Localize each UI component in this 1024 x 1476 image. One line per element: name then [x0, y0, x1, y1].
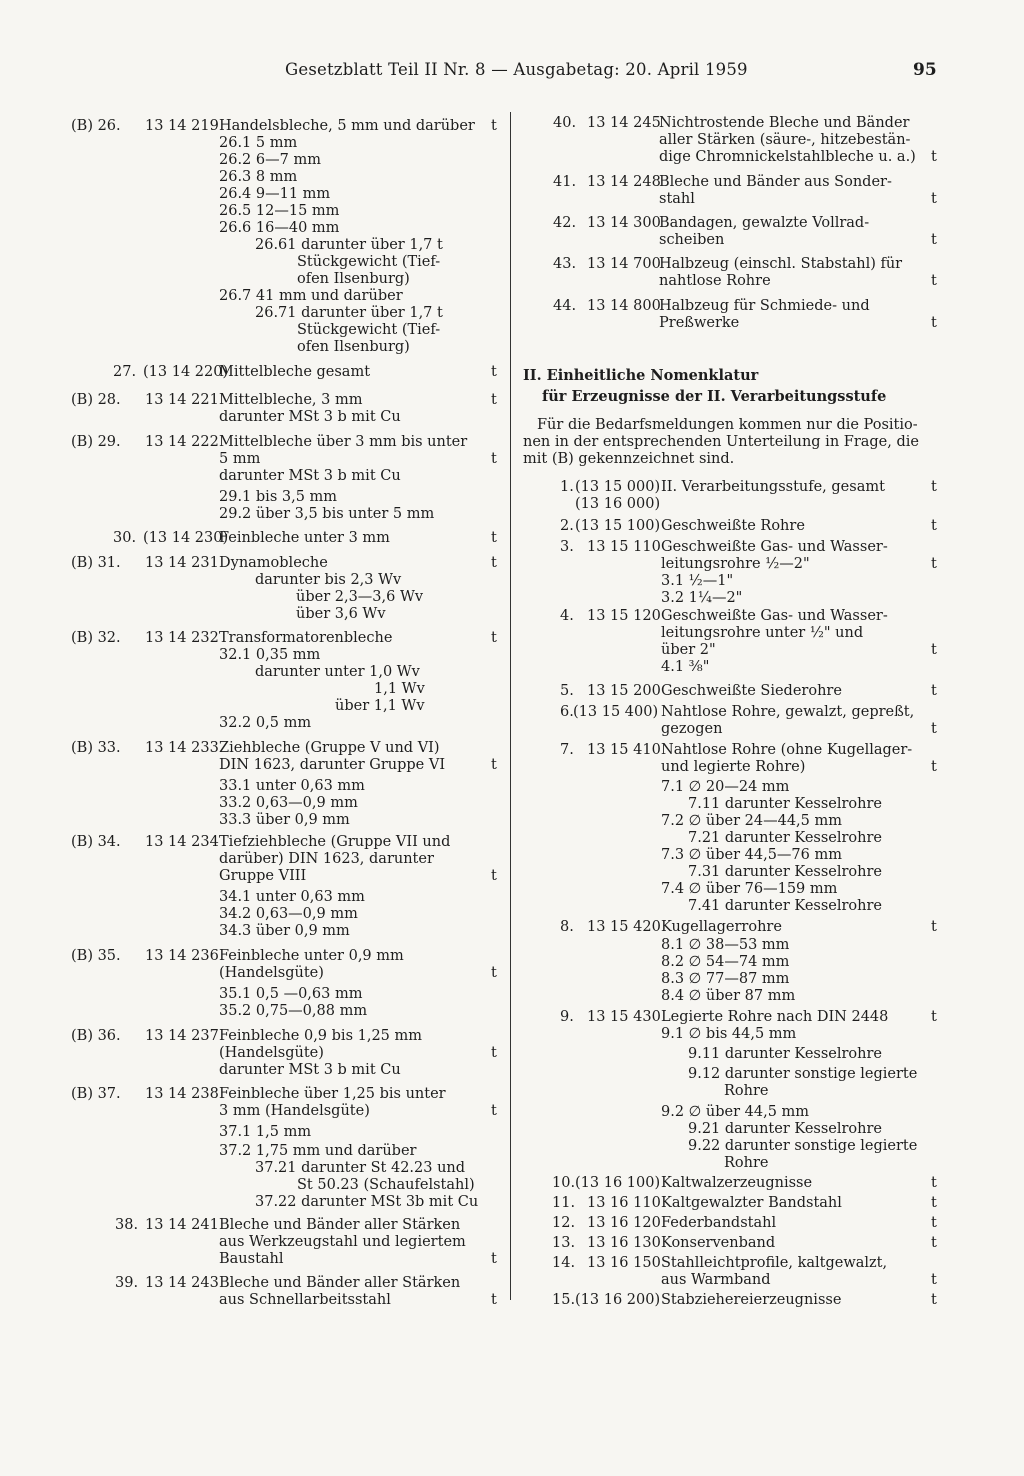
- text-line: 5.: [560, 683, 574, 699]
- text-line: Tiefziehbleche (Gruppe VII und: [219, 834, 451, 850]
- text-line: 9.12 darunter sonstige legierte: [688, 1066, 918, 1082]
- text-line: Bleche und Bänder aus Sonder-: [659, 174, 892, 190]
- text-line: aller Stärken (säure-, hitzebestän-: [659, 132, 911, 148]
- text-line: Dynamobleche: [219, 555, 328, 571]
- text-line: Mittelbleche gesamt: [219, 364, 371, 380]
- text-line: 13 15 430: [587, 1009, 661, 1025]
- text-line: Feinbleche unter 0,9 mm: [219, 948, 404, 964]
- text-line: 14.: [552, 1255, 576, 1271]
- text-line: 13 14 237: [145, 1028, 219, 1044]
- text-line: Mittelbleche über 3 mm bis unter: [219, 434, 468, 450]
- text-line: (Handelsgüte): [219, 965, 324, 981]
- text-line: aus Schnellarbeitsstahl: [219, 1292, 391, 1308]
- text-line: Feinbleche 0,9 bis 1,25 mm: [219, 1028, 423, 1044]
- text-line: Federbandstahl: [661, 1215, 777, 1231]
- text-line: Nichtrostende Bleche und Bänder: [659, 115, 910, 131]
- text-line: (B) 37.: [71, 1086, 121, 1102]
- text-line: 9.2 ∅ über 44,5 mm: [661, 1104, 810, 1120]
- text-line: 7.31 darunter Kesselrohre: [688, 864, 883, 880]
- text-line: 13 14 219: [145, 118, 219, 134]
- text-line: DIN 1623, darunter Gruppe VI: [219, 757, 446, 773]
- text-line: 7.11 darunter Kesselrohre: [688, 796, 883, 812]
- column-divider: [510, 112, 511, 1300]
- text-line: 13 15 120: [587, 608, 661, 624]
- text-line: 13 14 232: [145, 630, 219, 646]
- text-line: 26.5 12—15 mm: [219, 203, 340, 219]
- unit-mark: t: [931, 1195, 937, 1211]
- unit-mark: t: [931, 232, 937, 248]
- text-line: Kaltwalzerzeugnisse: [661, 1175, 813, 1191]
- text-line: 13 15 110: [587, 539, 661, 555]
- text-line: (13 16 000): [575, 496, 661, 512]
- text-line: darunter MSt 3 b mit Cu: [219, 409, 401, 425]
- text-line: 26.1 5 mm: [219, 135, 298, 151]
- text-line: 13 14 231: [145, 555, 219, 571]
- text-line: 13 15 420: [587, 919, 661, 935]
- unit-mark: t: [931, 273, 937, 289]
- unit-mark: t: [931, 1272, 937, 1288]
- text-line: 32.2 0,5 mm: [219, 715, 312, 731]
- unit-mark: t: [491, 392, 497, 408]
- text-line: 6.: [560, 704, 574, 720]
- text-line: 39.: [115, 1275, 139, 1291]
- text-line: Stückgewicht (Tief-: [297, 254, 441, 270]
- text-line: 40.: [553, 115, 577, 131]
- text-line: 4.: [560, 608, 574, 624]
- text-line: 7.21 darunter Kesselrohre: [688, 830, 883, 846]
- text-line: 13 16 110: [587, 1195, 661, 1211]
- text-line: leitungsrohre ½—2": [661, 556, 810, 572]
- unit-mark: t: [931, 1009, 937, 1025]
- text-line: 3.2 1¼—2": [661, 590, 743, 606]
- text-line: (13 15 400): [573, 704, 659, 720]
- text-line: über 3,6 Wv: [296, 606, 386, 622]
- text-line: 13 16 120: [587, 1215, 661, 1231]
- text-line: 13 15 200: [587, 683, 661, 699]
- text-line: 34.2 0,63—0,9 mm: [219, 906, 358, 922]
- text-line: 44.: [553, 298, 577, 314]
- text-line: Geschweißte Gas- und Wasser-: [661, 539, 888, 555]
- text-line: 3.: [560, 539, 574, 555]
- text-line: 42.: [553, 215, 577, 231]
- unit-mark: t: [931, 518, 937, 534]
- unit-mark: t: [491, 451, 497, 467]
- page-number: 95: [913, 60, 937, 80]
- text-line: 15.: [552, 1292, 576, 1308]
- text-line: 34.3 über 0,9 mm: [219, 923, 350, 939]
- text-line: Feinbleche über 1,25 bis unter: [219, 1086, 446, 1102]
- unit-mark: t: [491, 757, 497, 773]
- text-line: 7.41 darunter Kesselrohre: [688, 898, 883, 914]
- text-line: dige Chromnickelstahlbleche u. a.): [659, 149, 916, 165]
- text-line: (B) 34.: [71, 834, 121, 850]
- text-line: 33.3 über 0,9 mm: [219, 812, 350, 828]
- text-line: Geschweißte Rohre: [661, 518, 805, 534]
- text-line: 13 14 248: [587, 174, 661, 190]
- text-line: Geschweißte Gas- und Wasser-: [661, 608, 888, 624]
- text-line: 7.3 ∅ über 44,5—76 mm: [661, 847, 842, 863]
- text-line: 11.: [552, 1195, 576, 1211]
- text-line: (B) 35.: [71, 948, 121, 964]
- text-line: aus Werkzeugstahl und legiertem: [219, 1234, 466, 1250]
- text-line: Bleche und Bänder aller Stärken: [219, 1275, 461, 1291]
- text-line: 30.: [113, 530, 137, 546]
- unit-mark: t: [931, 479, 937, 495]
- text-line: 9.11 darunter Kesselrohre: [688, 1046, 883, 1062]
- text-line: 7.1 ∅ 20—24 mm: [661, 779, 790, 795]
- text-line: 13 14 800: [587, 298, 661, 314]
- text-line: 33.1 unter 0,63 mm: [219, 778, 365, 794]
- text-line: über 1,1 Wv: [335, 698, 425, 714]
- text-line: 7.4 ∅ über 76—159 mm: [661, 881, 838, 897]
- text-line: 13 14 234: [145, 834, 219, 850]
- text-line: darunter unter 1,0 Wv: [255, 664, 420, 680]
- text-line: 8.1 ∅ 38—53 mm: [661, 937, 790, 953]
- text-line: nahtlose Rohre: [659, 273, 771, 289]
- text-line: (13 14 230): [143, 530, 229, 546]
- unit-mark: t: [491, 530, 497, 546]
- page-header: Gesetzblatt Teil II Nr. 8 — Ausgabetag: 20. April 1959: [285, 60, 748, 79]
- text-line: Halbzeug (einschl. Stabstahl) für: [659, 256, 903, 272]
- text-line: 9.: [560, 1009, 574, 1025]
- text-line: darunter MSt 3 b mit Cu: [219, 468, 401, 484]
- text-line: 43.: [553, 256, 577, 272]
- text-line: 29.1 bis 3,5 mm: [219, 489, 338, 505]
- unit-mark: t: [931, 759, 937, 775]
- text-line: Transformatorenbleche: [219, 630, 393, 646]
- text-line: 13 14 245: [587, 115, 661, 131]
- unit-mark: t: [931, 191, 937, 207]
- unit-mark: t: [931, 556, 937, 572]
- text-line: II. Einheitliche Nomenklatur: [523, 367, 759, 384]
- text-line: 13 14 236: [145, 948, 219, 964]
- text-line: gezogen: [661, 721, 723, 737]
- text-line: 26.4 9—11 mm: [219, 186, 331, 202]
- text-line: 13 14 300: [587, 215, 661, 231]
- text-line: II. Verarbeitungsstufe, gesamt: [661, 479, 885, 495]
- text-line: 2.: [560, 518, 574, 534]
- text-line: Für die Bedarfsmeldungen kommen nur die Positio-: [537, 417, 918, 433]
- text-line: 37.21 darunter St 42.23 und: [255, 1160, 466, 1176]
- unit-mark: t: [931, 919, 937, 935]
- text-line: 32.1 0,35 mm: [219, 647, 321, 663]
- text-line: über 2,3—3,6 Wv: [296, 589, 424, 605]
- text-line: Nahtlose Rohre, gewalzt, gepreßt,: [661, 704, 915, 720]
- text-line: Baustahl: [219, 1251, 284, 1267]
- text-line: 13 16 130: [587, 1235, 661, 1251]
- text-line: 13 14 243: [145, 1275, 219, 1291]
- text-line: (B) 33.: [71, 740, 121, 756]
- text-line: über 2": [661, 642, 716, 658]
- text-line: 41.: [553, 174, 577, 190]
- text-line: Stückgewicht (Tief-: [297, 322, 441, 338]
- text-line: darunter MSt 3 b mit Cu: [219, 1062, 401, 1078]
- text-line: 13 16 150: [587, 1255, 661, 1271]
- unit-mark: t: [931, 683, 937, 699]
- unit-mark: t: [931, 721, 937, 737]
- text-line: Bleche und Bänder aller Stärken: [219, 1217, 461, 1233]
- text-line: 4.1 ⅜": [661, 659, 710, 675]
- text-line: 13 14 238: [145, 1086, 219, 1102]
- text-line: (13 16 100): [575, 1175, 661, 1191]
- unit-mark: t: [931, 315, 937, 331]
- text-line: 26.61 darunter über 1,7 t: [255, 237, 443, 253]
- text-line: 26.71 darunter über 1,7 t: [255, 305, 443, 321]
- text-line: für Erzeugnisse der II. Verarbeitungsstufe: [542, 388, 887, 405]
- text-line: Gruppe VIII: [219, 868, 307, 884]
- text-line: 37.22 darunter MSt 3b mit Cu: [255, 1194, 479, 1210]
- unit-mark: t: [931, 1175, 937, 1191]
- text-line: Mittelbleche, 3 mm: [219, 392, 363, 408]
- text-line: 3.1 ½—1": [661, 573, 734, 589]
- text-line: Kugellagerrohre: [661, 919, 782, 935]
- text-line: Konservenband: [661, 1235, 776, 1251]
- text-line: 13 14 221: [145, 392, 219, 408]
- text-line: 8.3 ∅ 77—87 mm: [661, 971, 790, 987]
- unit-mark: t: [931, 642, 937, 658]
- unit-mark: t: [491, 965, 497, 981]
- text-line: 38.: [115, 1217, 139, 1233]
- unit-mark: t: [491, 118, 497, 134]
- text-line: (B) 26.: [71, 118, 121, 134]
- text-line: 9.22 darunter sonstige legierte: [688, 1138, 918, 1154]
- text-line: 8.2 ∅ 54—74 mm: [661, 954, 790, 970]
- text-line: Bandagen, gewalzte Vollrad-: [659, 215, 870, 231]
- text-line: 13 14 241: [145, 1217, 219, 1233]
- text-line: 33.2 0,63—0,9 mm: [219, 795, 358, 811]
- text-line: ofen Ilsenburg): [297, 271, 410, 287]
- text-line: (B) 28.: [71, 392, 121, 408]
- text-line: Stahlleichtprofile, kaltgewalzt,: [661, 1255, 888, 1271]
- text-line: Feinbleche unter 3 mm: [219, 530, 390, 546]
- text-line: (13 16 200): [575, 1292, 661, 1308]
- text-line: aus Warmband: [661, 1272, 771, 1288]
- text-line: 5 mm: [219, 451, 261, 467]
- text-line: 10.: [552, 1175, 576, 1191]
- text-line: Geschweißte Siederohre: [661, 683, 842, 699]
- text-line: darunter bis 2,3 Wv: [255, 572, 402, 588]
- text-line: 35.2 0,75—0,88 mm: [219, 1003, 368, 1019]
- text-line: 35.1 0,5 —0,63 mm: [219, 986, 363, 1002]
- unit-mark: t: [491, 1103, 497, 1119]
- text-line: St 50.23 (Schaufelstahl): [297, 1177, 475, 1193]
- text-line: 26.6 16—40 mm: [219, 220, 340, 236]
- text-line: 37.1 1,5 mm: [219, 1124, 312, 1140]
- unit-mark: t: [931, 1292, 937, 1308]
- text-line: (B) 32.: [71, 630, 121, 646]
- text-line: (13 15 000): [575, 479, 661, 495]
- text-line: 13 14 233: [145, 740, 219, 756]
- text-line: 7.2 ∅ über 24—44,5 mm: [661, 813, 842, 829]
- unit-mark: t: [491, 555, 497, 571]
- text-line: 34.1 unter 0,63 mm: [219, 889, 365, 905]
- unit-mark: t: [931, 149, 937, 165]
- text-line: darüber) DIN 1623, darunter: [219, 851, 434, 867]
- text-line: ofen Ilsenburg): [297, 339, 410, 355]
- text-line: mit (B) gekennzeichnet sind.: [523, 451, 735, 467]
- text-line: 13 14 700: [587, 256, 661, 272]
- text-line: (13 15 100): [575, 518, 661, 534]
- text-line: 13.: [552, 1235, 576, 1251]
- text-line: Stabziehereierzeugnisse: [661, 1292, 842, 1308]
- text-line: 9.21 darunter Kesselrohre: [688, 1121, 883, 1137]
- text-line: 7.: [560, 742, 574, 758]
- text-line: stahl: [659, 191, 695, 207]
- text-line: Rohre: [724, 1083, 769, 1099]
- text-line: (B) 29.: [71, 434, 121, 450]
- text-line: 8.: [560, 919, 574, 935]
- text-line: Legierte Rohre nach DIN 2448: [661, 1009, 889, 1025]
- text-line: Preßwerke: [659, 315, 740, 331]
- text-line: Ziehbleche (Gruppe V und VI): [219, 740, 440, 756]
- text-line: 37.2 1,75 mm und darüber: [219, 1143, 417, 1159]
- text-line: (13 14 220): [143, 364, 229, 380]
- text-line: 26.3 8 mm: [219, 169, 298, 185]
- text-line: und legierte Rohre): [661, 759, 806, 775]
- text-line: leitungsrohre unter ½" und: [661, 625, 864, 641]
- text-line: 1,1 Wv: [374, 681, 425, 697]
- text-line: 9.1 ∅ bis 44,5 mm: [661, 1026, 797, 1042]
- unit-mark: t: [931, 1215, 937, 1231]
- text-line: Halbzeug für Schmiede- und: [659, 298, 870, 314]
- text-line: 27.: [113, 364, 137, 380]
- text-line: (B) 31.: [71, 555, 121, 571]
- text-line: (B) 36.: [71, 1028, 121, 1044]
- text-line: nen in der entsprechenden Unterteilung in Frage, die: [523, 434, 919, 450]
- unit-mark: t: [491, 1045, 497, 1061]
- text-line: scheiben: [659, 232, 725, 248]
- text-line: 13 14 222: [145, 434, 219, 450]
- unit-mark: t: [491, 1251, 497, 1267]
- unit-mark: t: [491, 364, 497, 380]
- text-line: Kaltgewalzter Bandstahl: [661, 1195, 842, 1211]
- text-line: Handelsbleche, 5 mm und darüber: [219, 118, 475, 134]
- text-line: 13 15 410: [587, 742, 661, 758]
- text-line: 1.: [560, 479, 574, 495]
- text-line: 3 mm (Handelsgüte): [219, 1103, 370, 1119]
- text-line: 26.2 6—7 mm: [219, 152, 321, 168]
- text-line: 26.7 41 mm und darüber: [219, 288, 403, 304]
- text-line: Rohre: [724, 1155, 769, 1171]
- text-line: 12.: [552, 1215, 576, 1231]
- text-line: 8.4 ∅ über 87 mm: [661, 988, 796, 1004]
- unit-mark: t: [491, 1292, 497, 1308]
- unit-mark: t: [931, 1235, 937, 1251]
- text-line: Nahtlose Rohre (ohne Kugellager-: [661, 742, 913, 758]
- unit-mark: t: [491, 868, 497, 884]
- unit-mark: t: [491, 630, 497, 646]
- text-line: 29.2 über 3,5 bis unter 5 mm: [219, 506, 435, 522]
- text-line: (Handelsgüte): [219, 1045, 324, 1061]
